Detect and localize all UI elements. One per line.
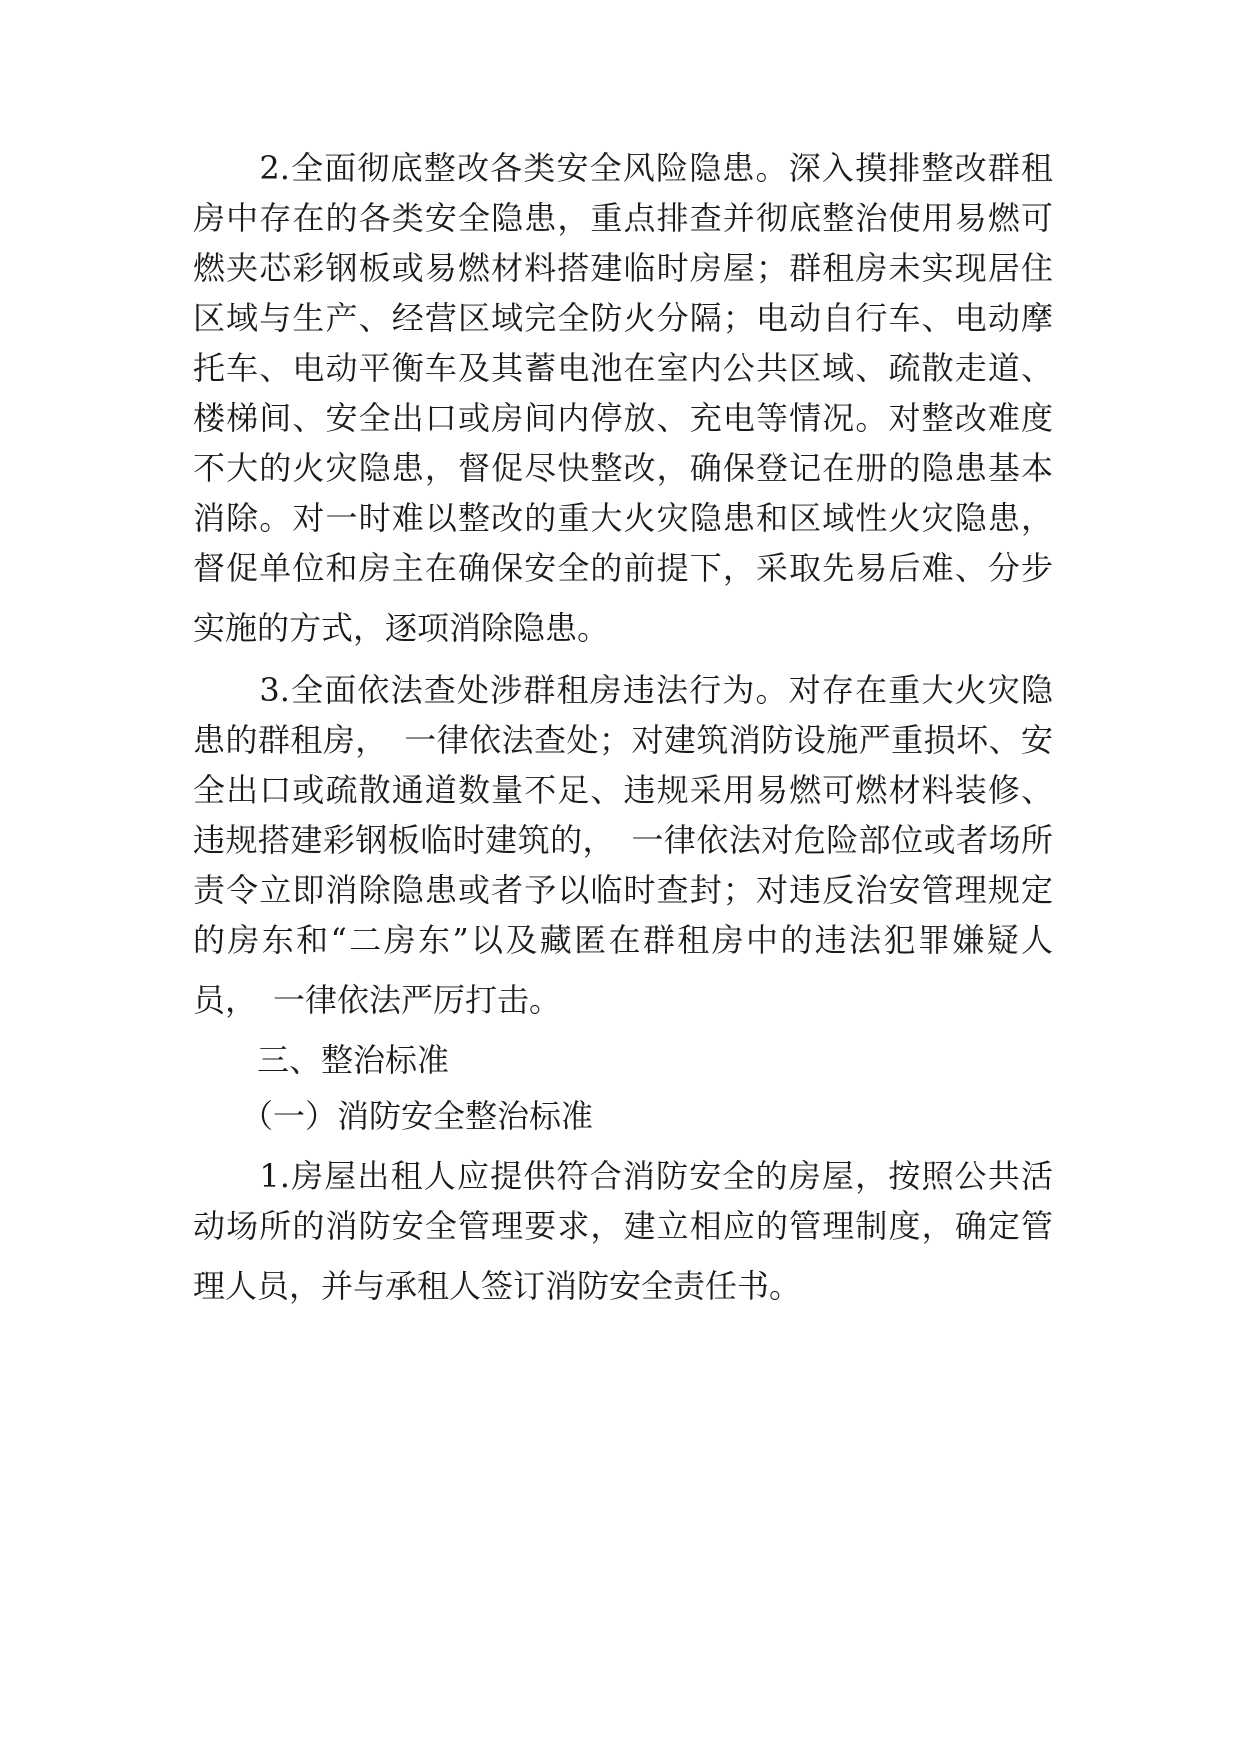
paragraph-line: 不大的火灾隐患，督促尽快整改，确保登记在册的隐患基本 <box>193 449 1053 487</box>
paragraph-line: 3.全面依法查处涉群租房违法行为。对存在重大火灾隐 <box>193 671 1053 709</box>
paragraph-line: 责令立即消除隐患或者予以临时查封；对违反治安管理规定 <box>193 871 1053 909</box>
paragraph-line: 楼梯间、安全出口或房间内停放、充电等情况。对整改难度 <box>193 399 1053 437</box>
paragraph-line: 1.房屋出租人应提供符合消防安全的房屋，按照公共活 <box>193 1157 1053 1195</box>
paragraph-line: 燃夹芯彩钢板或易燃材料搭建临时房屋；群租房未实现居住 <box>193 249 1053 287</box>
paragraph-line: 患的群租房， 一律依法查处；对建筑消防设施严重损坏、安 <box>193 721 1053 759</box>
paragraph-line: 2.全面彻底整改各类安全风险隐患。深入摸排整改群租 <box>193 149 1053 187</box>
paragraph-line: 动场所的消防安全管理要求，建立相应的管理制度，确定管 <box>193 1207 1053 1245</box>
paragraph-line: 全出口或疏散通道数量不足、违规采用易燃可燃材料装修、 <box>193 771 1053 809</box>
paragraph-line: 督促单位和房主在确保安全的前提下，采取先易后难、分步 <box>193 549 1053 587</box>
paragraph-line: 区域与生产、经营区域完全防火分隔；电动自行车、电动摩 <box>193 299 1053 337</box>
paragraph-line: 理人员，并与承租人签订消防安全责任书。 <box>193 1267 802 1305</box>
subsection-heading: （一）消防安全整治标准 <box>193 1097 594 1135</box>
paragraph-line: 的房东和“二房东”以及藏匿在群租房中的违法犯罪嫌疑人 <box>193 921 1053 959</box>
paragraph-line: 托车、电动平衡车及其蓄电池在室内公共区域、疏散走道、 <box>193 349 1053 387</box>
paragraph-line: 违规搭建彩钢板临时建筑的， 一律依法对危险部位或者场所 <box>193 821 1053 859</box>
section-heading: 三、整治标准 <box>193 1041 450 1079</box>
paragraph-line: 员， 一律依法严厉打击。 <box>193 981 562 1019</box>
paragraph-line: 消除。对一时难以整改的重大火灾隐患和区域性火灾隐患， <box>193 499 1053 537</box>
paragraph-line: 房中存在的各类安全隐患，重点排查并彻底整治使用易燃可 <box>193 199 1053 237</box>
paragraph-line: 实施的方式，逐项消除隐患。 <box>193 609 610 647</box>
